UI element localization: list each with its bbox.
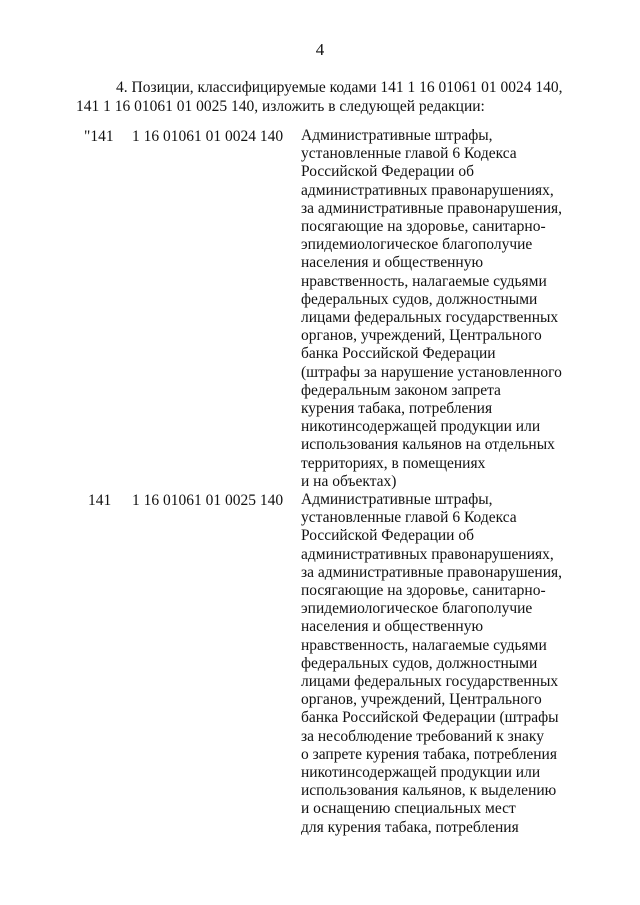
description-line: нравственность, налагаемые судьями bbox=[301, 636, 547, 654]
description-line: федеральных судов, должностными bbox=[301, 654, 538, 672]
description-line: органов, учреждений, Центрального bbox=[301, 327, 542, 345]
description-line: лицами федеральных государственных bbox=[301, 673, 559, 691]
intro-line-2: 141 1 16 01061 01 0025 140, изложить в следующей редакции: bbox=[76, 98, 485, 115]
description-line: посягающие на здоровье, санитарно- bbox=[301, 218, 546, 236]
description-line: Российской Федерации об bbox=[301, 163, 474, 181]
intro-paragraph bbox=[76, 78, 566, 116]
description-line: населения и общественную bbox=[301, 618, 484, 636]
description-line: и на объектах) bbox=[301, 472, 397, 490]
description-line: курения табака, потребления bbox=[301, 400, 493, 418]
description-line: установленные главой 6 Кодекса bbox=[301, 509, 517, 527]
description-line: за административные правонарушения, bbox=[301, 563, 563, 581]
description-line: и оснащению специальных мест bbox=[301, 800, 516, 818]
description-line: о запрете курения табака, потребления bbox=[301, 745, 557, 763]
description-line: Российской Федерации об bbox=[301, 527, 474, 545]
description-line: использования кальянов на отдельных bbox=[301, 436, 555, 454]
description-line: населения и общественную bbox=[301, 254, 484, 272]
description-line: эпидемиологическое благополучие bbox=[301, 600, 533, 618]
description-line: лицами федеральных государственных bbox=[301, 309, 559, 327]
intro-line-1: 4. Позиции, классифицируемые кодами 141 1 16 01061 01 0024 140, bbox=[116, 79, 563, 96]
description-line: банка Российской Федерации bbox=[301, 345, 496, 363]
description-line: федеральным законом запрета bbox=[301, 381, 501, 399]
description-line: территориях, в помещениях bbox=[301, 454, 486, 472]
page-number: 4 bbox=[315, 40, 325, 59]
description-line: банка Российской Федерации (штрафы bbox=[301, 709, 559, 727]
description-line: использования кальянов, к выделению bbox=[301, 782, 557, 800]
description-line: федеральных судов, должностными bbox=[301, 290, 538, 308]
description-line: нравственность, налагаемые судьями bbox=[301, 272, 547, 290]
description-line: для курения табака, потребления bbox=[301, 818, 519, 836]
kbk-code: 1 16 01061 01 0024 140 bbox=[132, 128, 284, 145]
description-line: установленные главой 6 Кодекса bbox=[301, 145, 517, 163]
description-line: административных правонарушениях, bbox=[301, 545, 554, 563]
description-line: посягающие на здоровье, санитарно- bbox=[301, 582, 546, 600]
description bbox=[301, 491, 601, 837]
admin-code: 141 bbox=[88, 492, 112, 509]
kbk-code: 1 16 01061 01 0025 140 bbox=[132, 492, 284, 509]
description-line: (штрафы за нарушение установленного bbox=[301, 363, 562, 381]
admin-code: "141 bbox=[84, 128, 114, 145]
description-line: Административные штрафы, bbox=[301, 127, 493, 144]
description-line: за несоблюдение требований к знаку bbox=[301, 727, 544, 745]
description-line: органов, учреждений, Центрального bbox=[301, 691, 542, 709]
description-line: никотинсодержащей продукции или bbox=[301, 418, 541, 436]
description-line: никотинсодержащей продукции или bbox=[301, 764, 541, 782]
description-line: эпидемиологическое благополучие bbox=[301, 236, 533, 254]
description bbox=[301, 127, 601, 491]
description-line: Административные штрафы, bbox=[301, 491, 493, 508]
description-line: за административные правонарушения, bbox=[301, 199, 563, 217]
description-line: административных правонарушениях, bbox=[301, 181, 554, 199]
